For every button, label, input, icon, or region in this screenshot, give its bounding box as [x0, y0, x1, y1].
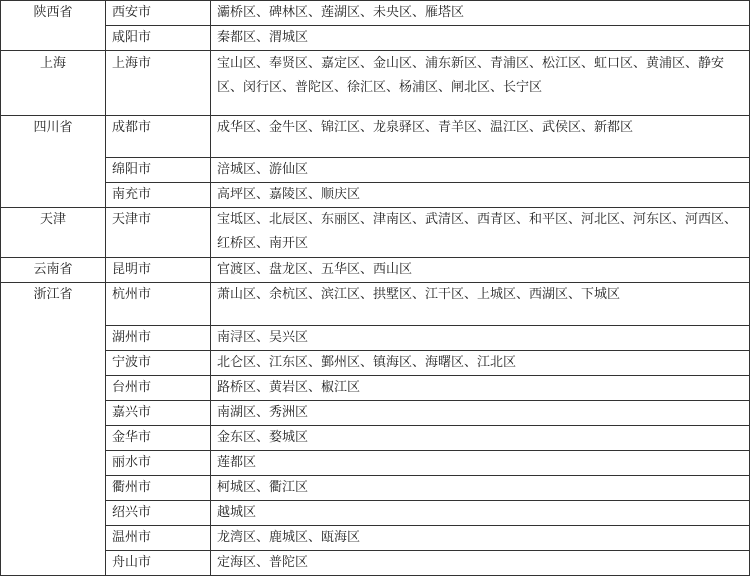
city-cell: 绵阳市 — [106, 158, 211, 183]
table-row — [1, 376, 750, 401]
city-cell: 天津市 — [106, 208, 211, 258]
city-cell: 金华市 — [106, 426, 211, 451]
districts-cell: 灞桥区、碑林区、莲湖区、未央区、雁塔区 — [211, 1, 750, 26]
districts-cell: 越城区 — [211, 501, 750, 526]
districts-cell: 龙湾区、鹿城区、瓯海区 — [211, 526, 750, 551]
districts-cell: 成华区、金牛区、锦江区、龙泉驿区、青羊区、温江区、武侯区、新都区 — [211, 116, 750, 158]
table-row — [1, 26, 750, 51]
districts-cell: 路桥区、黄岩区、椒江区 — [211, 376, 750, 401]
city-cell: 上海市 — [106, 51, 211, 116]
districts-cell: 定海区、普陀区 — [211, 551, 750, 576]
province-cell: 四川省 — [1, 116, 106, 208]
districts-cell: 南浔区、吴兴区 — [211, 326, 750, 351]
city-cell: 台州市 — [106, 376, 211, 401]
districts-cell: 北仑区、江东区、鄞州区、镇海区、海曙区、江北区 — [211, 351, 750, 376]
city-cell: 舟山市 — [106, 551, 211, 576]
table-row — [1, 501, 750, 526]
table-row — [1, 451, 750, 476]
table-row — [1, 283, 750, 326]
districts-cell: 南湖区、秀洲区 — [211, 401, 750, 426]
city-cell: 杭州市 — [106, 283, 211, 326]
city-cell: 西安市 — [106, 1, 211, 26]
districts-cell: 金东区、婺城区 — [211, 426, 750, 451]
city-cell: 昆明市 — [106, 258, 211, 283]
table-row — [1, 476, 750, 501]
city-cell: 湖州市 — [106, 326, 211, 351]
city-cell: 南充市 — [106, 183, 211, 208]
districts-cell: 莲都区 — [211, 451, 750, 476]
table-row — [1, 326, 750, 351]
table-row — [1, 1, 750, 26]
table-row — [1, 258, 750, 283]
table-row — [1, 551, 750, 576]
city-cell: 衢州市 — [106, 476, 211, 501]
districts-cell: 涪城区、游仙区 — [211, 158, 750, 183]
districts-cell: 官渡区、盘龙区、五华区、西山区 — [211, 258, 750, 283]
province-cell: 陕西省 — [1, 1, 106, 51]
districts-cell: 秦都区、渭城区 — [211, 26, 750, 51]
city-cell: 绍兴市 — [106, 501, 211, 526]
province-cell: 上海 — [1, 51, 106, 116]
province-cell: 天津 — [1, 208, 106, 258]
city-cell: 咸阳市 — [106, 26, 211, 51]
table-row — [1, 158, 750, 183]
districts-cell: 柯城区、衢江区 — [211, 476, 750, 501]
city-cell: 成都市 — [106, 116, 211, 158]
city-cell: 嘉兴市 — [106, 401, 211, 426]
table-row — [1, 526, 750, 551]
city-cell: 温州市 — [106, 526, 211, 551]
districts-cell: 高坪区、嘉陵区、顺庆区 — [211, 183, 750, 208]
table-row — [1, 208, 750, 258]
province-cell: 浙江省 — [1, 283, 106, 576]
districts-cell: 萧山区、余杭区、滨江区、拱墅区、江干区、上城区、西湖区、下城区 — [211, 283, 750, 326]
table-row — [1, 116, 750, 158]
table-row — [1, 183, 750, 208]
province-cell: 云南省 — [1, 258, 106, 283]
districts-cell: 宝坻区、北辰区、东丽区、津南区、武清区、西青区、和平区、河北区、河东区、河西区、红桥区、南开区 — [211, 208, 750, 258]
districts-cell: 宝山区、奉贤区、嘉定区、金山区、浦东新区、青浦区、松江区、虹口区、黄浦区、静安区、闵行区、普陀区、徐汇区、杨浦区、闸北区、长宁区 — [211, 51, 750, 116]
table-row — [1, 401, 750, 426]
table-row — [1, 51, 750, 116]
city-cell: 丽水市 — [106, 451, 211, 476]
table-row — [1, 426, 750, 451]
table-row — [1, 351, 750, 376]
city-cell: 宁波市 — [106, 351, 211, 376]
